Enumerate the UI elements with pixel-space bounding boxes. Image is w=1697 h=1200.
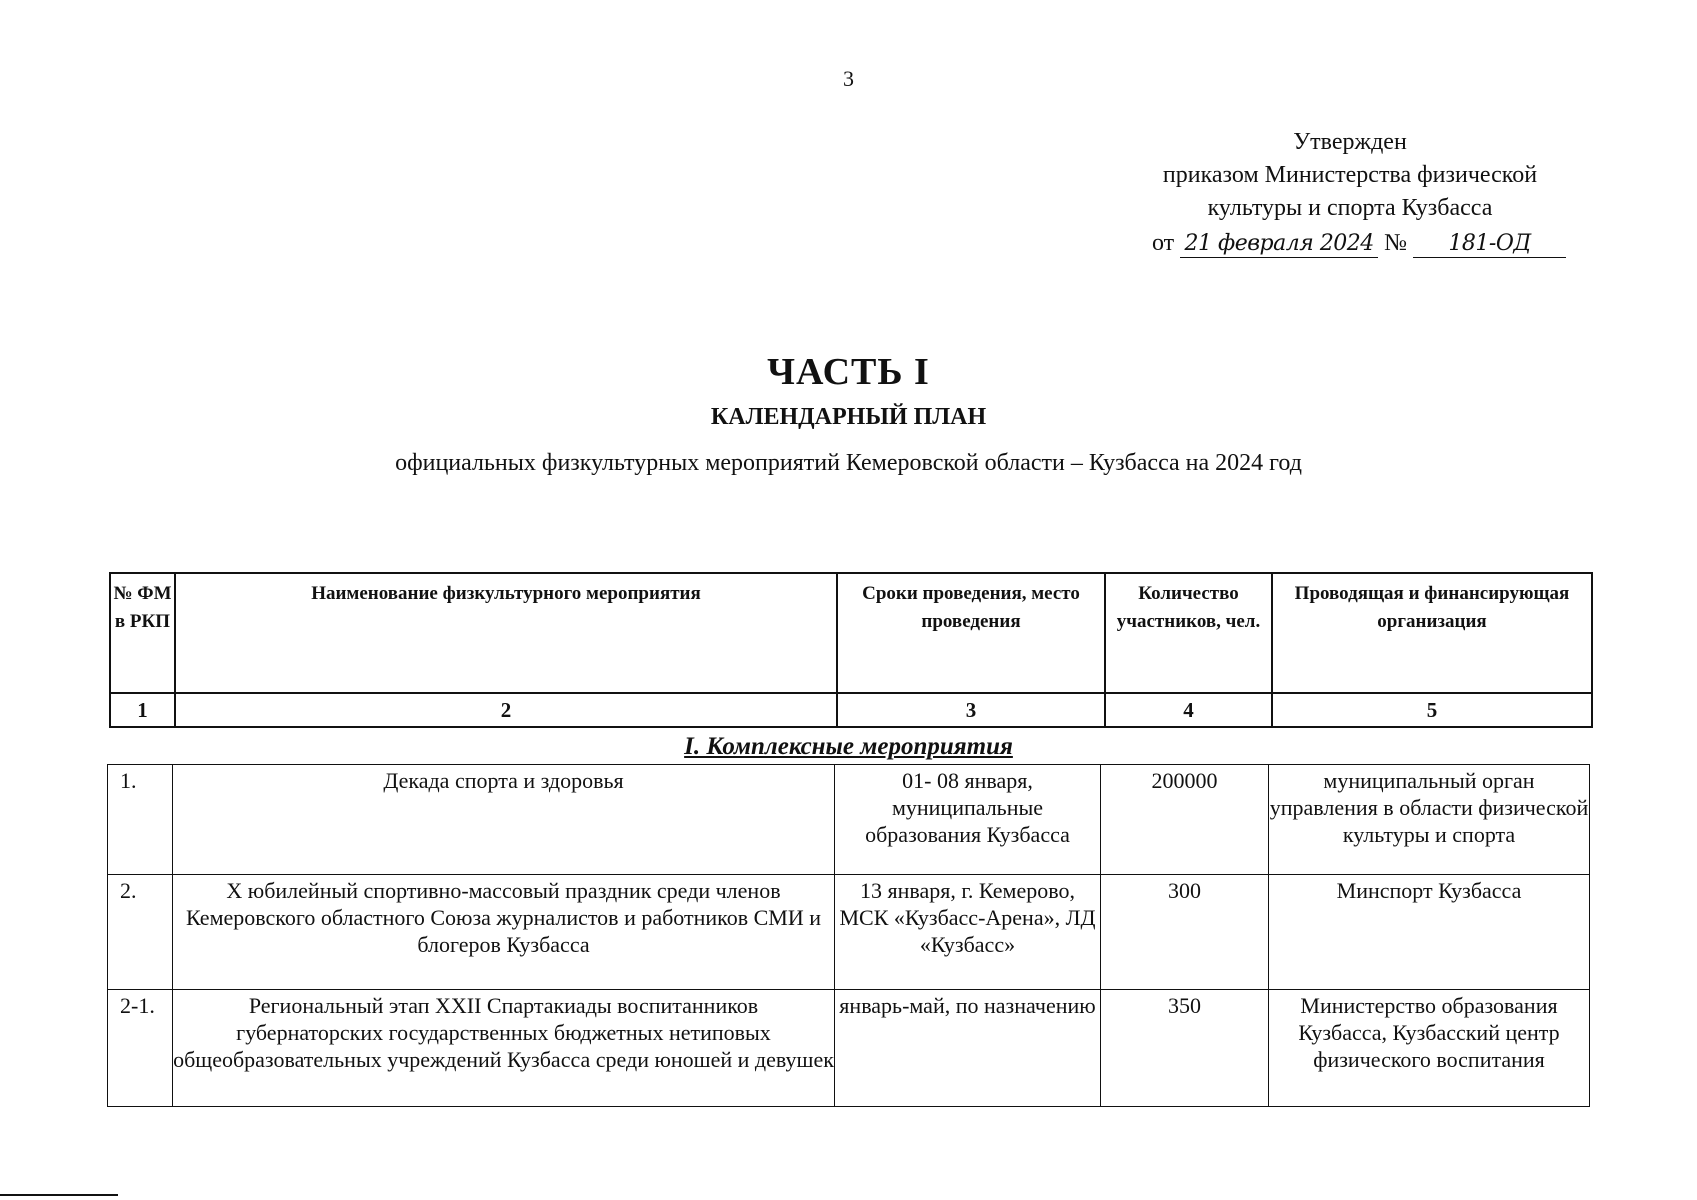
event-dates: 01- 08 января, муниципальные образования Кузбасса [835,765,1101,875]
col-number-5: 5 [1272,693,1592,727]
plan-subtitle: официальных физкультурных мероприятий Кемеровской области – Кузбасса на 2024 год [395,450,1302,476]
plan-title: КАЛЕНДАРНЫЙ ПЛАН [710,404,987,430]
event-dates: январь-май, по назначению [835,990,1101,1107]
number-label: № [1384,230,1408,256]
event-name: Региональный этап XXII Спартакиады воспитанников губернаторских государственных бюджетных нетиповых общеобразовательных учреждений Кузбасса среди юношей и девушек [173,990,835,1107]
header-row [110,573,1592,693]
table-row [108,875,1590,990]
event-participants: 300 [1101,875,1269,990]
col-header-dates: Сроки проведения, место проведения [837,573,1105,693]
events-table [107,764,1590,1107]
approval-line-3: культуры и спорта Кузбасса [1207,195,1493,221]
col-number-4: 4 [1105,693,1272,727]
event-name: X юбилейный спортивно-массовый праздник среди членов Кемеровского областного Союза журналистов и работников СМИ и блогеров Кузбасса [173,875,835,990]
row-number: 1. [108,765,173,875]
event-dates: 13 января, г. Кемерово, МСК «Кузбасс-Арена», ЛД «Кузбасс» [835,875,1101,990]
section-title-text: I. Комплексные мероприятия [684,733,1013,760]
part-title: ЧАСТЬ I [767,351,930,393]
footnote-divider [0,1194,118,1196]
header-table [109,572,1593,728]
event-participants: 350 [1101,990,1269,1107]
handwritten-number: 181-ОД [1413,231,1566,258]
col-number-1: 1 [110,693,175,727]
col-header-number: № ФМ в РКП [110,573,175,693]
section-title [0,733,1697,761]
approval-line-2: приказом Министерства физической [1162,162,1538,188]
table-row [108,765,1590,875]
col-header-name: Наименование физкультурного мероприятия [175,573,837,693]
event-organization: муниципальный орган управления в области физической культуры и спорта [1269,765,1590,875]
col-header-organization: Проводящая и финансирующая организация [1272,573,1592,693]
approval-signature-line [1120,227,1580,260]
col-header-participants: Количество участников, чел. [1105,573,1272,693]
event-participants: 200000 [1101,765,1269,875]
event-name: Декада спорта и здоровья [173,765,835,875]
handwritten-date: 21 февраля 2024 [1180,231,1378,258]
header-number-row [110,693,1592,727]
event-organization: Минспорт Кузбасса [1269,875,1590,990]
row-number: 2-1. [108,990,173,1107]
page-number: 3 [843,66,854,91]
event-organization: Министерство образования Кузбасса, Кузбасский центр физического воспитания [1269,990,1590,1107]
col-number-2: 2 [175,693,837,727]
from-label: от [1152,230,1175,256]
approval-line-1: Утвержден [1293,129,1407,155]
table-row [108,990,1590,1107]
row-number: 2. [108,875,173,990]
col-number-3: 3 [837,693,1105,727]
approval-block [1120,126,1580,260]
